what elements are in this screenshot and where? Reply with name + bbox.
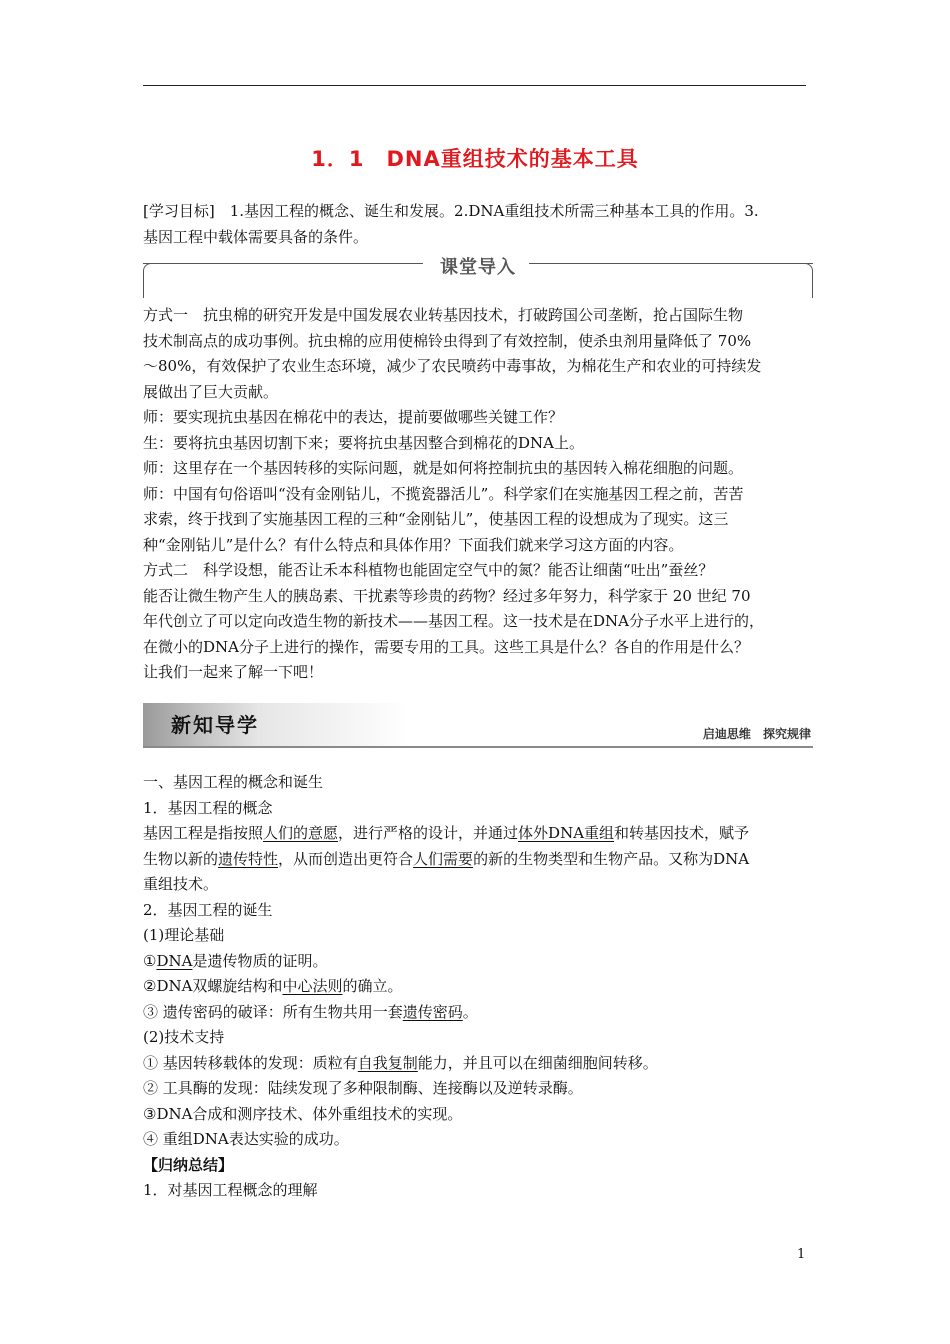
list-item <box>143 1051 810 1077</box>
text-line: 方式一 抗虫棉的研究开发是中国发展农业转基因技术，打破跨国公司垄断，抢占国际生物 <box>143 306 744 324</box>
text-line: 技术制高点的成功事例。抗虫棉的应用使棉铃虫得到了有效控制，使杀虫剂用量降低了 70% <box>143 331 752 350</box>
subsection-label: (1)理论基础 <box>143 926 225 944</box>
list-item: ② 工具酶的发现：陆续发现了多种限制酶、连接酶以及逆转录酶。 <box>143 1079 583 1097</box>
fill-blank: 自我复制 <box>357 1053 418 1072</box>
definition-line-1 <box>143 821 810 847</box>
text-span: ，从而创造出更符合 <box>278 849 414 868</box>
main-content <box>143 770 810 1204</box>
divider <box>529 263 813 264</box>
page-number: 1 <box>797 1247 806 1262</box>
objectives-line-1 <box>143 199 810 225</box>
objectives-line-2: 基因工程中载体需要具备的条件。 <box>143 227 369 246</box>
ketang-section-header <box>143 253 813 297</box>
subheading: 2．基因工程的诞生 <box>143 900 273 919</box>
text-line: 求索，终于找到了实施基因工程的三种“金刚钻儿”，使基因工程的设想成为了现实。这三 <box>143 510 729 528</box>
text-span: 和转基因技术，赋予 <box>614 824 750 842</box>
text-line: 师：要实现抗虫基因在棉花中的表达，提前要做哪些关键工作？ <box>143 408 564 426</box>
fill-blank: 人们的意愿 <box>263 824 339 842</box>
list-item <box>143 1000 810 1026</box>
bracket-corner-left <box>143 263 152 298</box>
header-rule <box>143 85 806 86</box>
definition-line-3: 重组技术。 <box>143 875 219 893</box>
text-line: 方式二 科学设想，能否让禾本科植物也能固定空气中的氮？能否让细菌“吐出”蚕丝？ <box>143 561 714 579</box>
section-title: 课堂导入 <box>440 257 516 278</box>
text-line: 1．对基因工程概念的理解 <box>143 1181 318 1199</box>
section-subtitle: 启迪思维 探究规律 <box>702 727 811 741</box>
fill-blank: 体外DNA重组 <box>518 824 615 842</box>
text-span: 的新的生物类型和生物产品。又称为DNA <box>473 849 750 868</box>
definition-line-2 <box>143 847 810 873</box>
text-line: 展做出了巨大贡献。 <box>143 382 279 401</box>
text-line: 师：这里存在一个基因转移的实际问题，就是如何将控制抗虫的基因转入棉花细胞的问题。 <box>143 459 744 477</box>
learning-objectives <box>143 199 810 250</box>
list-item <box>143 949 810 975</box>
subsection-label: (2)技术支持 <box>143 1028 225 1046</box>
xinzhi-section-header <box>143 703 813 747</box>
list-item <box>143 974 810 1000</box>
text-line: 能否让微生物产生人的胰岛素、干扰素等珍贵的药物？经过多年努力，科学家于 20 世纪 70 <box>143 586 751 605</box>
text-span: 。 <box>462 1002 478 1021</box>
text-line: 种“金刚钻儿”是什么？有什么特点和具体作用？下面我们就来学习这方面的内容。 <box>143 535 684 554</box>
subheading: 1．基因工程的概念 <box>143 798 273 817</box>
text-span: 基因工程是指按照 <box>143 824 264 842</box>
text-span: 的确立。 <box>342 977 403 995</box>
text-span: ① 基因转移载体的发现：质粒有 <box>143 1053 358 1072</box>
heading: 一、基因工程的概念和诞生 <box>143 773 324 791</box>
text-span: ，进行严格的设计，并通过 <box>338 824 519 842</box>
text-span: 是遗传物质的证明。 <box>192 951 328 970</box>
text-span: 能力，并且可以在细菌细胞间转移。 <box>417 1053 658 1072</box>
fill-blank: 中心法则 <box>282 977 343 995</box>
fill-blank: 人们需要 <box>413 849 474 868</box>
text-span: 生物以新的 <box>143 849 219 868</box>
text-span: ③ 遗传密码的破译：所有生物共用一套 <box>143 1002 403 1021</box>
fill-blank: 遗传特性 <box>218 849 279 868</box>
divider <box>143 263 423 264</box>
list-item: ③DNA合成和测序技术、体外重组技术的实现。 <box>143 1104 463 1123</box>
text-line: 在微小的DNA分子上进行的操作，需要专用的工具。这些工具是什么？各自的作用是什么？ <box>143 637 749 656</box>
fill-blank: DNA <box>156 951 193 970</box>
objectives-text: 1.基因工程的概念、诞生和发展。2.DNA重组技术所需三种基本工具的作用。3. <box>214 202 759 220</box>
text-span: ① <box>143 951 157 970</box>
intro-text <box>143 303 810 686</box>
divider <box>143 746 813 748</box>
text-span: ②DNA双螺旋结构和 <box>143 977 283 995</box>
text-line: 让我们一起来了解一下吧！ <box>143 663 324 681</box>
section-title: 新知导学 <box>143 703 259 747</box>
text-line: 生：要将抗虫基因切割下来；要将抗虫基因整合到棉花的DNA上。 <box>143 433 584 452</box>
text-line: 年代创立了可以定向改造生物的新技术——基因工程。这一技术是在DNA分子水平上进行的， <box>143 612 764 630</box>
banner-fade <box>259 703 409 747</box>
list-item: ④ 重组DNA表达实验的成功。 <box>143 1130 349 1148</box>
text-line: ～80%，有效保护了农业生态环境，减少了农民喷药中毒事故，为棉花生产和农业的可持续发 <box>143 357 762 375</box>
fill-blank: 遗传密码 <box>402 1002 463 1021</box>
objectives-label: [学习目标] <box>143 202 215 220</box>
summary-label: 【归纳总结】 <box>143 1155 234 1174</box>
page-title: 1．1 DNA重组技术的基本工具 <box>311 147 639 171</box>
bracket-corner-right <box>804 263 813 298</box>
text-line: 师：中国有句俗语叫“没有金刚钻儿，不揽瓷器活儿”。科学家们在实施基因工程之前，苦苦 <box>143 484 744 503</box>
